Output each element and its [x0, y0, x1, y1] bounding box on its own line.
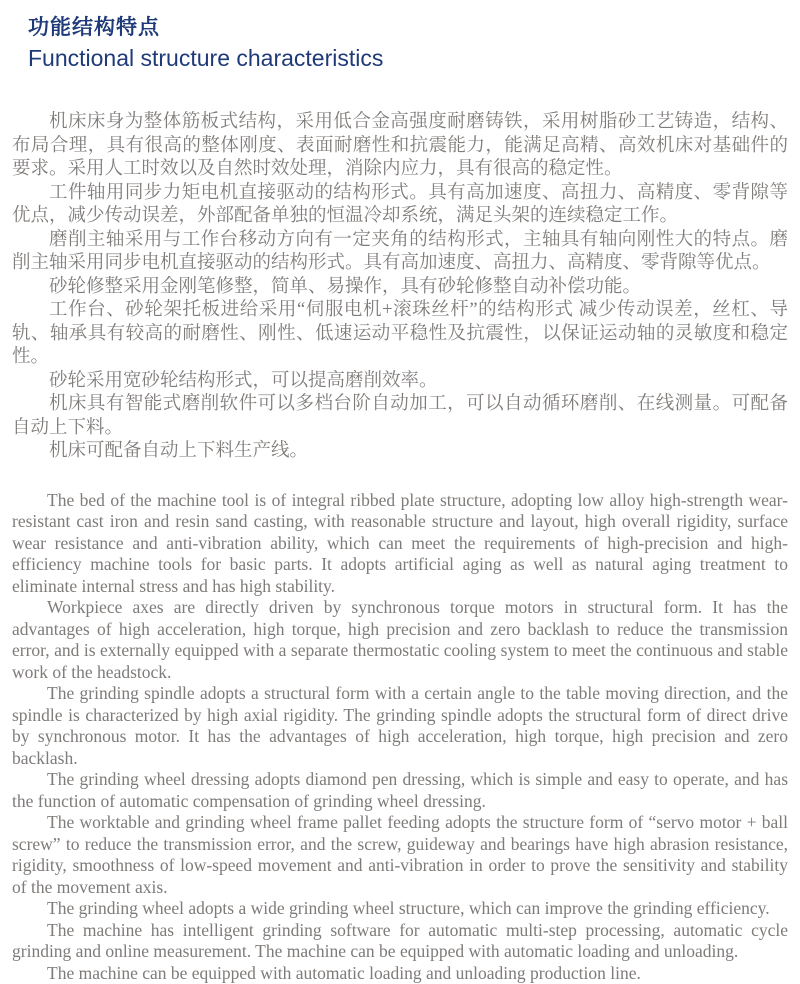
english-paragraph: The bed of the machine tool is of integral ribbed plate structure, adopting low alloy high-strength wear-resistant cast iron and resin sand casting, with reasonable structure and layout, high overall rigidity, surface wear resistance and anti-vibration ability, which can meet the requirements of high-precision and high-efficiency machine tools for basic parts. It adopts artificial aging as well as natural aging treatment to eliminate internal stress and has high stability. — [12, 489, 788, 596]
chinese-paragraph: 磨削主轴采用与工作台移动方向有一定夹角的结构形式，主轴具有轴向刚性大的特点。磨削主轴采用同步电机直接驱动的结构形式。具有高加速度、高扭力、高精度、零背隙等优点。 — [12, 229, 788, 274]
english-paragraph: The worktable and grinding wheel frame pallet feeding adopts the structure form of “servo motor + ball screw” to reduce the transmission error, and the screw, guideway and bearings have high abrasion resistance, rigidity, smoothness of low-speed movement and anti-vibration in order to prove the sensitivity and stability of the movement axis. — [12, 812, 788, 897]
english-paragraph: The machine can be equipped with automatic loading and unloading production line. — [47, 962, 641, 983]
chinese-paragraph: 工件轴用同步力矩电机直接驱动的结构形式。具有高加速度、高扭力、高精度、零背隙等优点，减少传动误差，外部配备单独的恒温冷却系统，满足头架的连续稳定工作。 — [12, 182, 788, 227]
doc-header — [12, 14, 788, 73]
english-paragraph: The grinding wheel dressing adopts diamond pen dressing, which is simple and easy to operate, and has the function of automatic compensation of grinding wheel dressing. — [12, 769, 788, 811]
english-body-section — [12, 490, 788, 984]
english-paragraph: The grinding spindle adopts a structural form with a certain angle to the table moving direction, and the spindle is characterized by high axial rigidity. The grinding spindle adopts the structural form of direct drive by synchronous motor. It has the advantages of high acceleration, high torque, high precision and zero backlash. — [12, 683, 788, 768]
chinese-paragraph: 砂轮采用宽砂轮结构形式，可以提高磨削效率。 — [49, 370, 438, 391]
chinese-paragraph: 机床床身为整体筋板式结构，采用低合金高强度耐磨铸铁，采用树脂砂工艺铸造，结构、布局合理，具有很高的整体刚度、表面耐磨性和抗震能力，能满足高精、高效机床对基础件的要求。采用人工时效以及自然时效处理，消除内应力，具有很高的稳定性。 — [12, 112, 788, 180]
chinese-paragraph: 机床可配备自动上下料生产线。 — [49, 441, 309, 462]
chinese-paragraph: 工作台、砂轮架托板进给采用“伺服电机+滚珠丝杆”的结构形式 减少传动误差，丝杠、导轨、轴承具有较高的耐磨性、刚性、低速运动平稳性及抗震性，以保证运动轴的灵敏度和稳定性。 — [12, 300, 788, 368]
english-paragraph: The machine has intelligent grinding software for automatic multi-step processing, automatic cycle grinding and online measurement. The machine can be equipped with automatic loading and unloading. — [12, 919, 788, 962]
chinese-paragraph: 砂轮修整采用金刚笔修整，简单、易操作，具有砂轮修整自动补偿功能。 — [49, 276, 642, 297]
english-paragraph: The grinding wheel adopts a wide grinding wheel structure, which can improve the grinding efficiency. — [47, 898, 770, 919]
chinese-paragraph: 机床具有智能式磨削软件可以多档台阶自动加工，可以自动循环磨削、在线测量。可配备自动上下料。 — [12, 394, 788, 438]
english-paragraph: Workpiece axes are directly driven by synchronous torque motors in structural form. It has the advantages of high acceleration, high torque, high precision and zero backlash to reduce the transmission error, and is externally equipped with a separate thermostatic cooling system to meet the continuous and stable work of the headstock. — [12, 597, 788, 682]
page-title-chinese: 功能结构特点 — [28, 16, 160, 39]
page-title-english: Functional structure characteristics — [28, 45, 384, 72]
chinese-body-section — [12, 111, 788, 464]
